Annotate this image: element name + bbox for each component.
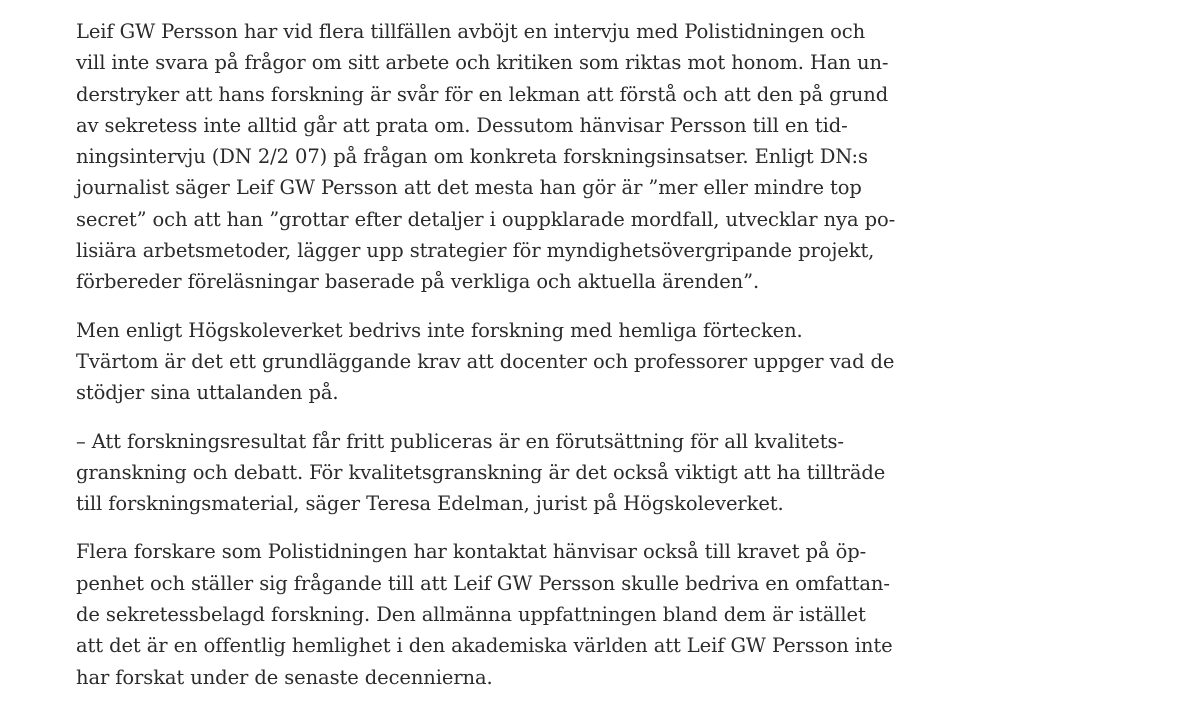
paragraph-4 (76, 536, 893, 692)
article-body (76, 16, 896, 710)
text-line: ningsintervju (DN 2/2 07) på frågan om konkreta forskningsinsatser. Enligt DN:s (76, 145, 868, 169)
text-line: granskning och debatt. För kvalitetsgranskning är det också viktigt att ha tillträde (76, 460, 886, 484)
text-line: förbereder föreläsningar baserade på verkliga och aktuella ärenden”. (76, 270, 760, 294)
text-line: penhet och ställer sig frågande till att Leif GW Persson skulle bedriva en omfattan- (76, 571, 890, 595)
text-line: Tvärtom är det ett grundläggande krav att docenter och professorer uppger vad de (76, 349, 895, 373)
text-line: secret” och att han ”grottar efter detaljer i ouppklarade mordfall, utvecklar nya po- (76, 207, 896, 231)
text-line: journalist säger Leif GW Persson att det mesta han gör är ”mer eller mindre top (76, 176, 862, 200)
text-line: de sekretessbelagd forskning. Den allmänna uppfattningen bland dem är istället (76, 603, 866, 627)
paragraph-2 (76, 315, 895, 409)
text-line: vill inte svara på frågor om sitt arbete och kritiken som riktas mot honom. Han un- (76, 51, 889, 75)
text-line: lisiära arbetsmetoder, lägger upp strategier för myndighetsövergripande projekt, (76, 239, 875, 263)
text-line: till forskningsmaterial, säger Teresa Edelman, jurist på Högskoleverket. (76, 492, 784, 516)
paragraph-3-quote (76, 426, 886, 520)
text-line: Leif GW Persson har vid flera tillfällen avböjt en intervju med Polistidningen och (76, 20, 866, 43)
paragraph-1 (76, 16, 896, 298)
text-line: har forskat under de senaste decennierna. (76, 665, 493, 689)
text-line: av sekretess inte alltid går att prata om. Dessutom hänvisar Persson till en tid- (76, 113, 848, 137)
text-line: – Att forskningsresultat får fritt publiceras är en förutsättning för all kvalitets- (76, 429, 844, 453)
text-line: att det är en offentlig hemlighet i den akademiska världen att Leif GW Persson inte (76, 634, 893, 658)
text-line: Men enligt Högskoleverket bedrivs inte forskning med hemliga förtecken. (76, 318, 803, 342)
text-line: Flera forskare som Polistidningen har kontaktat hänvisar också till kravet på öp- (76, 540, 867, 564)
text-line: stödjer sina uttalanden på. (76, 381, 339, 405)
text-line: derstryker att hans forskning är svår för en lekman att förstå och att den på grund (76, 82, 889, 106)
